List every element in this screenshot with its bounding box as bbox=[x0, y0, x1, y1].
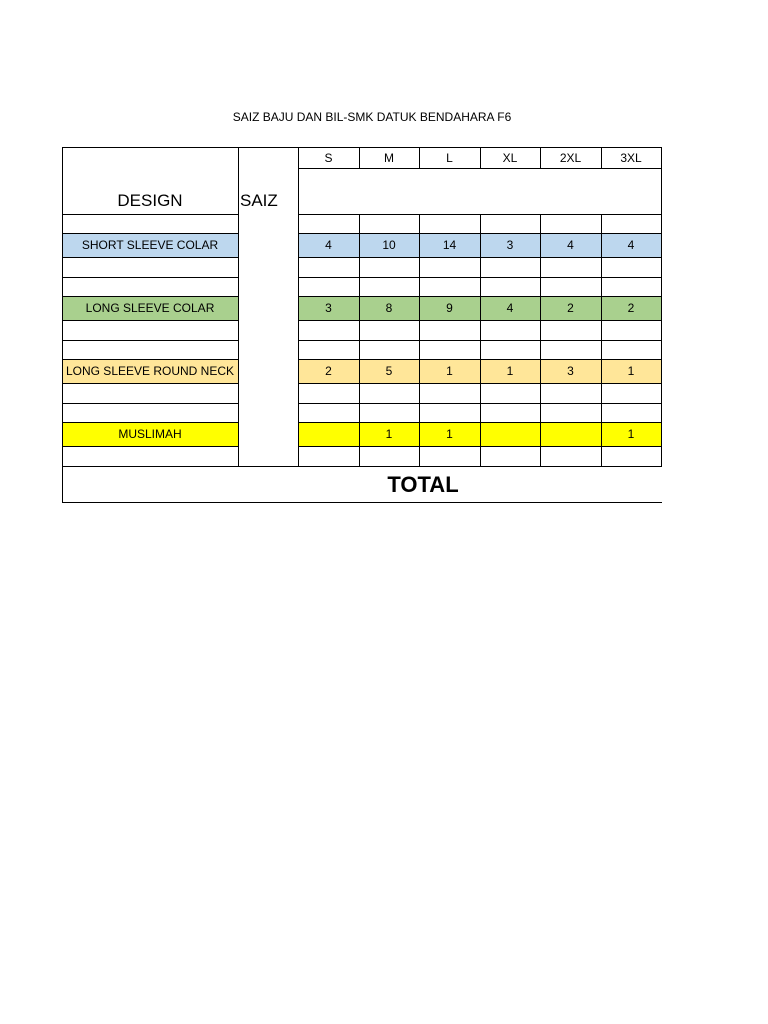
size-count: 4 bbox=[627, 238, 635, 252]
size-count: 2 bbox=[627, 301, 635, 315]
grid-line-vertical bbox=[238, 147, 239, 466]
sheet-title: SAIZ BAJU DAN BIL-SMK DATUK BENDAHARA F6 bbox=[232, 110, 512, 124]
grid-line-vertical bbox=[661, 214, 662, 466]
size-count: 9 bbox=[446, 301, 453, 315]
saiz-column-mask bbox=[239, 403, 298, 404]
grid-line-horizontal bbox=[62, 257, 662, 258]
size-count: 5 bbox=[385, 364, 393, 378]
size-count: 10 bbox=[382, 238, 396, 252]
saiz-column-mask bbox=[239, 257, 298, 258]
size-count: 3 bbox=[567, 364, 574, 378]
saiz-column-mask bbox=[239, 422, 298, 423]
grid-line-horizontal bbox=[62, 340, 662, 341]
grid-line-horizontal bbox=[62, 502, 662, 503]
saiz-column-mask bbox=[239, 340, 298, 341]
size-count: 1 bbox=[446, 364, 453, 378]
grid-line-horizontal bbox=[62, 214, 662, 215]
size-header-m: M bbox=[384, 150, 394, 165]
saiz-column-mask bbox=[239, 359, 298, 360]
size-header-3xl: 3XL bbox=[620, 150, 642, 165]
design-name: LONG SLEEVE ROUND NECK bbox=[65, 364, 235, 378]
grid-line-horizontal bbox=[62, 383, 662, 384]
saiz-column-mask bbox=[239, 383, 298, 384]
size-count: 2 bbox=[325, 364, 332, 378]
size-header-l: L bbox=[446, 150, 453, 165]
saiz-column-mask bbox=[239, 296, 298, 297]
size-header-s: S bbox=[324, 150, 333, 165]
size-count: 4 bbox=[506, 301, 514, 315]
grid-line-horizontal bbox=[62, 320, 662, 321]
size-count: 4 bbox=[325, 238, 332, 252]
saiz-header: SAIZ bbox=[240, 190, 278, 210]
grid-line-vertical bbox=[661, 147, 662, 168]
saiz-column-mask bbox=[239, 233, 298, 234]
size-count: 1 bbox=[446, 427, 453, 441]
size-count: 4 bbox=[567, 238, 574, 252]
grid-line-vertical bbox=[661, 168, 662, 214]
size-count: 3 bbox=[506, 238, 514, 252]
design-header: DESIGN bbox=[117, 190, 183, 210]
saiz-column-mask bbox=[239, 277, 298, 278]
saiz-column-mask bbox=[239, 320, 298, 321]
size-count: 1 bbox=[506, 364, 514, 378]
size-count: 8 bbox=[385, 301, 393, 315]
grid-line-horizontal bbox=[62, 277, 662, 278]
size-header-2xl: 2XL bbox=[559, 150, 582, 165]
size-count: 1 bbox=[627, 427, 635, 441]
size-count: 1 bbox=[627, 364, 635, 378]
saiz-column-mask bbox=[239, 446, 298, 447]
grid-line-horizontal bbox=[298, 168, 662, 169]
design-name: LONG SLEEVE COLAR bbox=[85, 301, 215, 315]
design-name: SHORT SLEEVE COLAR bbox=[81, 238, 219, 252]
size-count: 1 bbox=[385, 427, 393, 441]
design-name: MUSLIMAH bbox=[118, 427, 182, 441]
grid-line-horizontal bbox=[62, 403, 662, 404]
total-label: TOTAL bbox=[387, 471, 459, 497]
size-count: 3 bbox=[325, 301, 332, 315]
saiz-column-mask bbox=[239, 214, 298, 215]
grid-line-horizontal bbox=[62, 446, 662, 447]
size-header-xl: XL bbox=[502, 150, 518, 165]
size-count bbox=[480, 422, 540, 446]
size-count bbox=[540, 422, 601, 446]
size-count: 2 bbox=[567, 301, 574, 315]
size-count: 14 bbox=[442, 238, 457, 252]
size-count bbox=[298, 422, 359, 446]
